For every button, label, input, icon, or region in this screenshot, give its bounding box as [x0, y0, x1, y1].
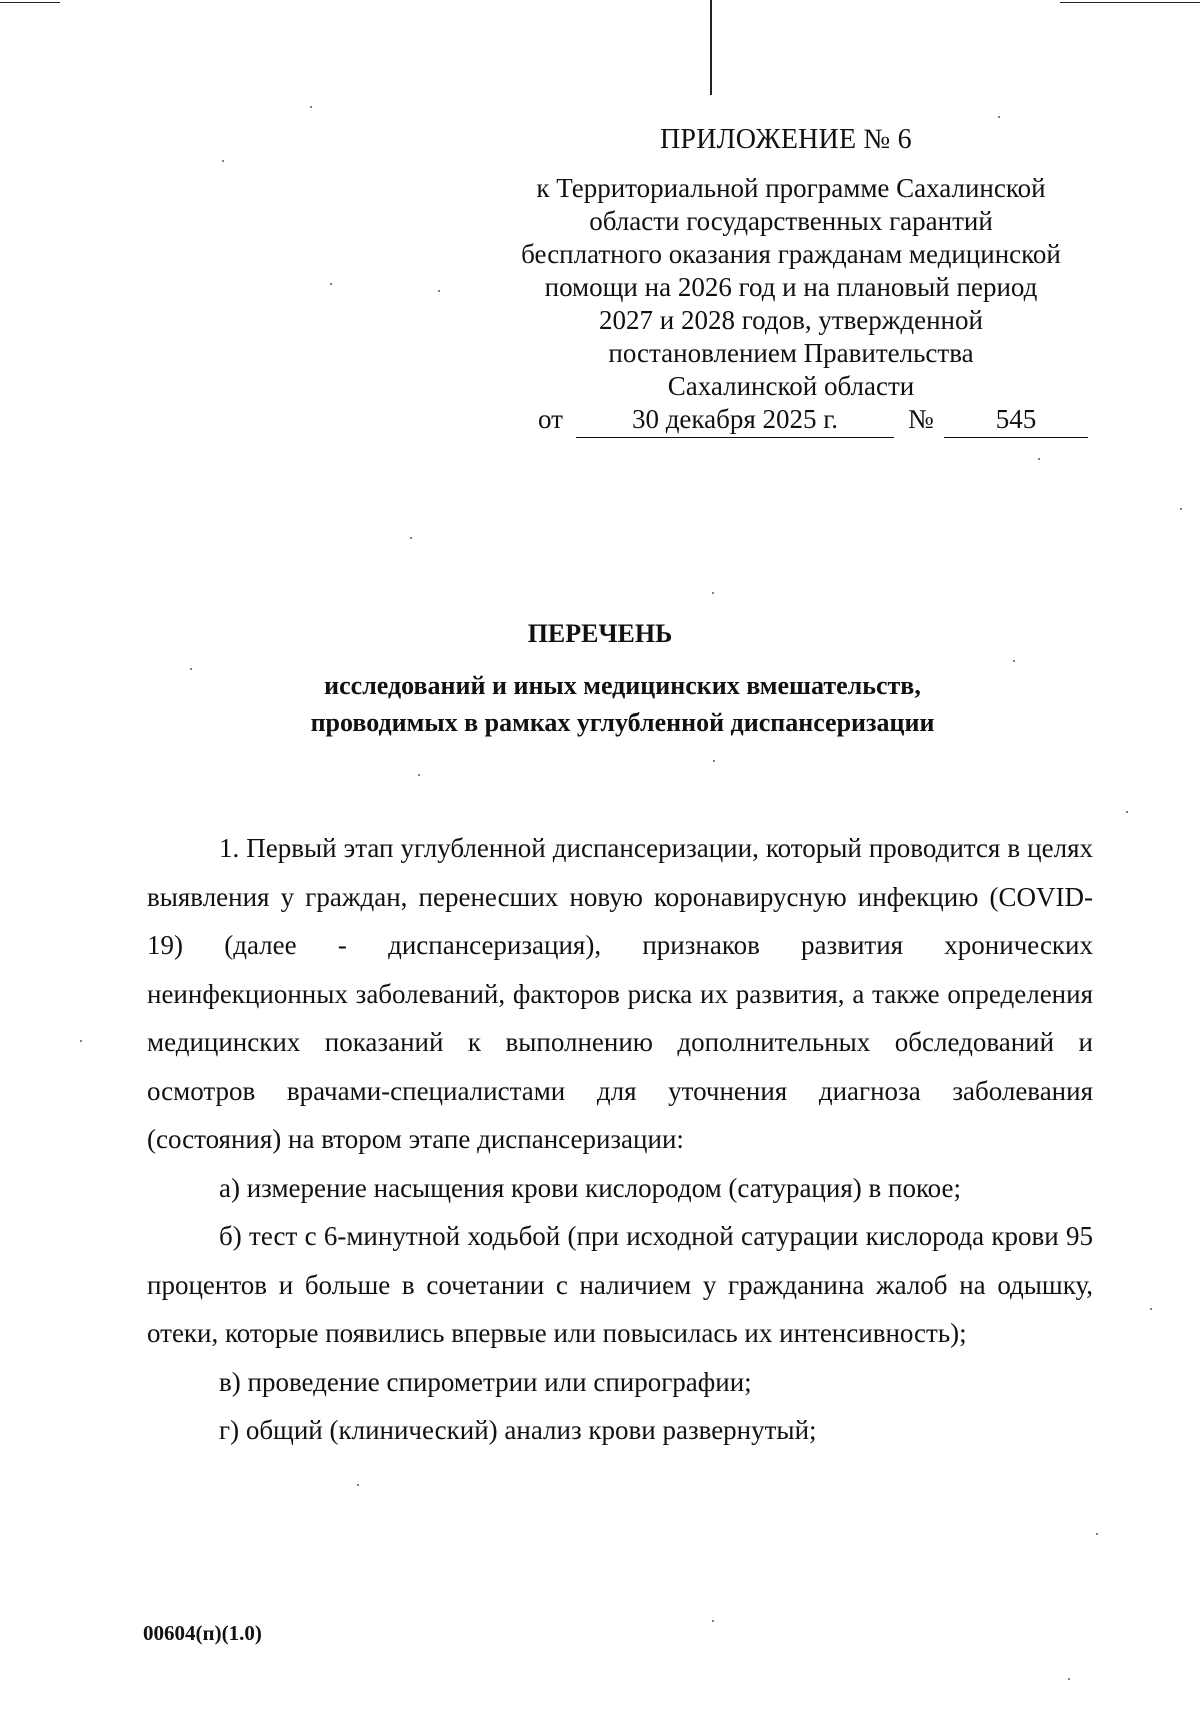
scan-top-border-gap — [60, 0, 1060, 6]
scan-speck — [357, 1484, 359, 1486]
appendix-line: постановлением Правительства — [608, 338, 974, 368]
scan-speck — [410, 537, 412, 539]
appendix-number: ПРИЛОЖЕНИЕ № 6 — [660, 124, 912, 155]
from-label: от — [538, 404, 563, 434]
scan-speck — [1150, 1308, 1152, 1310]
scan-speck — [418, 774, 420, 776]
footer-code: 00604(п)(1.0) — [143, 1621, 262, 1645]
subtitle-line: проводимых в рамках углубленной диспансеризации — [310, 708, 935, 737]
document-title: ПЕРЕЧЕНЬ — [527, 619, 673, 648]
scan-speck — [330, 283, 332, 285]
resolution-date: 30 декабря 2025 г. — [576, 404, 894, 438]
document-body — [147, 824, 1093, 1455]
number-label: № — [908, 404, 934, 434]
scan-vertical-line — [710, 0, 712, 95]
appendix-line: бесплатного оказания гражданам медицинской — [521, 239, 1061, 269]
scan-speck — [1126, 811, 1128, 813]
scan-speck — [713, 760, 715, 762]
appendix-line: 2027 и 2028 годов, утвержденной — [599, 305, 983, 335]
scan-speck — [1038, 458, 1040, 460]
scan-speck — [1068, 1678, 1070, 1680]
appendix-reference — [505, 172, 1077, 403]
list-item-g: г) общий (клинический) анализ крови развернутый; — [219, 1415, 817, 1445]
scan-speck — [998, 116, 1000, 118]
document-subtitle — [0, 667, 1200, 741]
resolution-date-row — [538, 404, 1098, 442]
paragraph-1: 1. Первый этап углубленной диспансеризации, который проводится в целях выявления у граждан, перенесших новую коронавирусную инфекцию (COVID-19) (далее - диспансеризация), признаков развития хронических неинфекционных заболеваний, факторов риска их развития, а также определения медицинских показаний к выполнению дополнительных обследований и осмотров врачами-специалистами для уточнения диагноза заболевания (состояния) на втором этапе диспансеризации: — [147, 833, 1093, 1154]
appendix-line: помощи на 2026 год и на плановый период — [544, 272, 1038, 302]
appendix-line: Сахалинской области — [667, 371, 915, 401]
scan-speck — [712, 1620, 714, 1622]
list-item-b: б) тест с 6-минутной ходьбой (при исходной сатурации кислорода крови 95 процентов и больше в сочетании с наличием у гражданина жалоб на одышку, отеки, которые появились впервые или повысилась их интенсивность); — [147, 1221, 1093, 1348]
scan-speck — [310, 106, 312, 108]
list-item-v: в) проведение спирометрии или спирографии; — [219, 1366, 752, 1397]
list-item-a: а) измерение насыщения крови кислородом (сатурация) в покое; — [219, 1172, 961, 1203]
scan-speck — [712, 592, 714, 594]
scan-speck — [222, 160, 224, 162]
scan-speck — [438, 290, 440, 292]
scan-speck — [1180, 508, 1182, 510]
resolution-number: 545 — [944, 404, 1088, 438]
scan-speck — [80, 1040, 82, 1042]
subtitle-line: исследований и иных медицинских вмешательств, — [324, 671, 921, 700]
appendix-line: области государственных гарантий — [589, 206, 993, 236]
scan-speck — [1096, 1533, 1098, 1535]
scan-speck — [1013, 660, 1015, 662]
appendix-line: к Территориальной программе Сахалинской — [536, 173, 1046, 203]
